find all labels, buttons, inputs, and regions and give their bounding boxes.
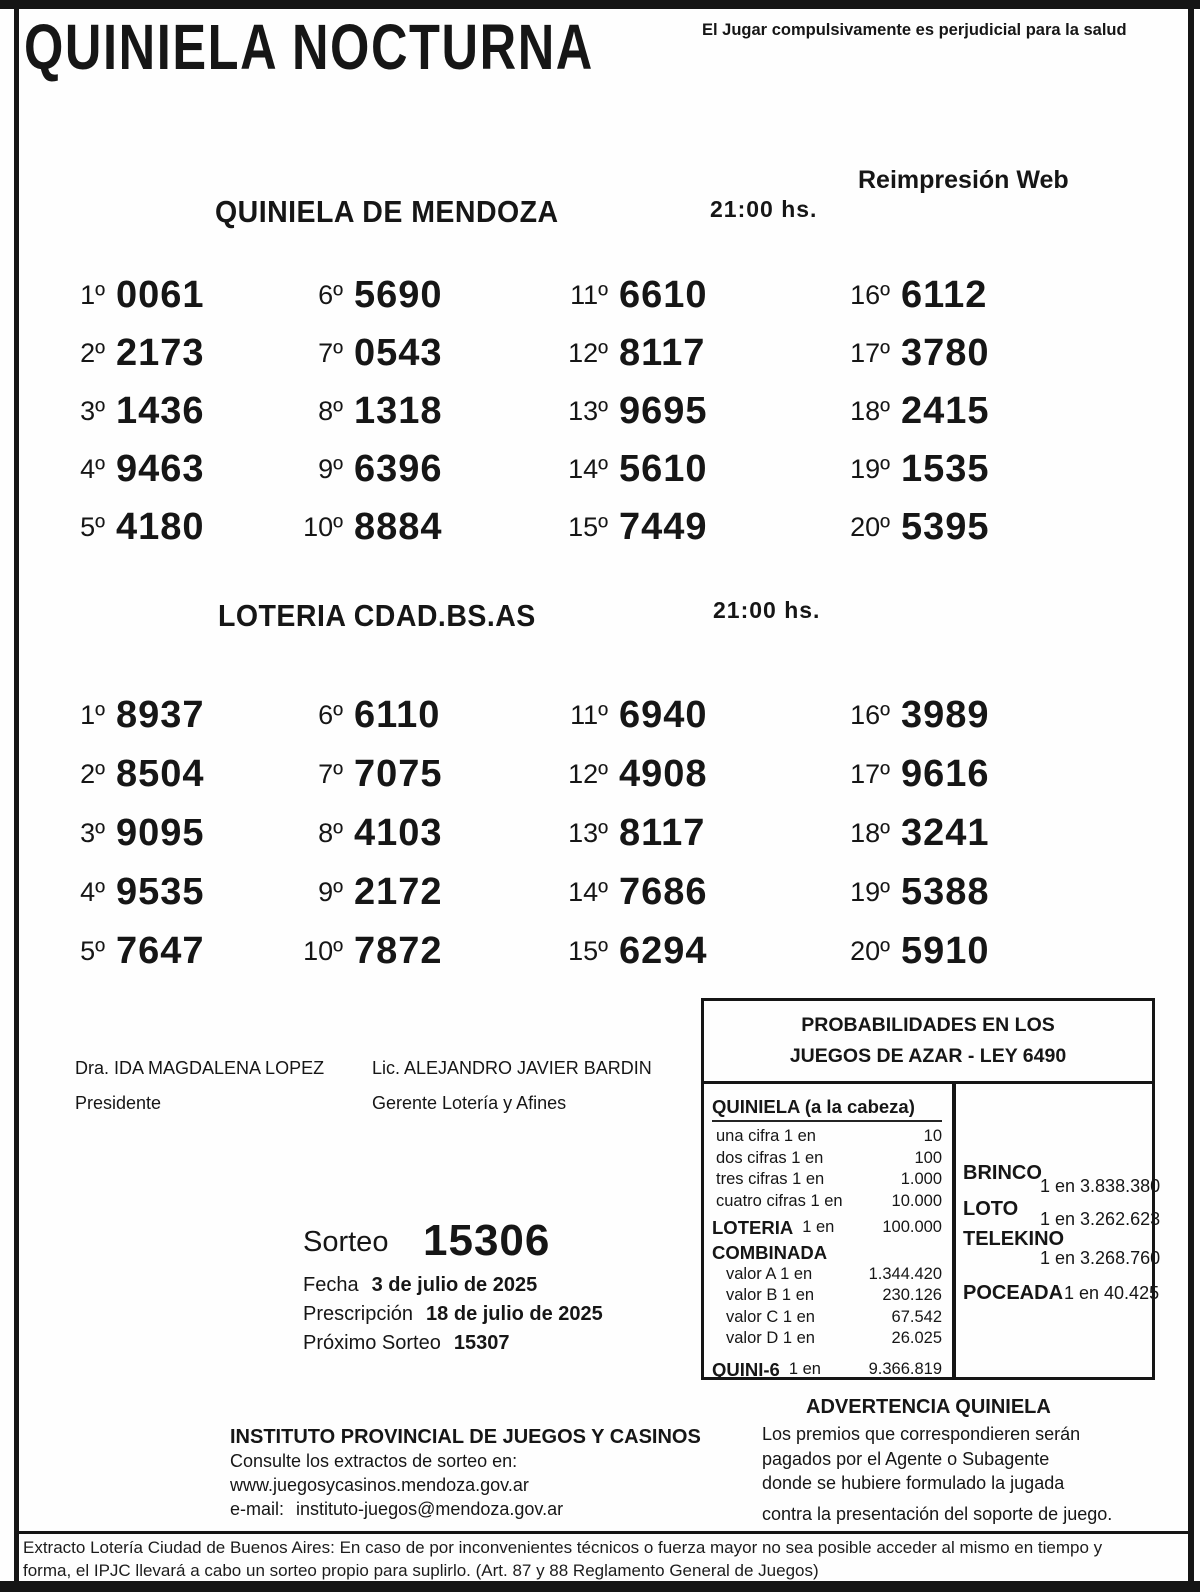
result-item bbox=[293, 440, 558, 498]
odds-row bbox=[712, 1191, 942, 1213]
official-name: Lic. ALEJANDRO JAVIER BARDIN bbox=[372, 1058, 652, 1078]
probabilities-title-line2: JUEGOS DE AZAR - LEY 6490 bbox=[789, 1045, 1067, 1067]
result-number: 2173 bbox=[116, 331, 205, 374]
result-item bbox=[55, 440, 293, 498]
result-position: 7º bbox=[318, 759, 343, 789]
odds-row bbox=[712, 1264, 942, 1286]
draw-number-label: Sorteo bbox=[303, 1226, 389, 1258]
odds-value: 1.344.420 bbox=[868, 1264, 942, 1283]
odds-value: 100 bbox=[914, 1148, 942, 1167]
result-number: 5610 bbox=[619, 447, 708, 490]
result-item bbox=[55, 686, 293, 745]
result-item bbox=[840, 922, 1080, 981]
result-position: 2º bbox=[80, 337, 105, 368]
result-number: 7449 bbox=[619, 505, 708, 548]
result-item bbox=[55, 324, 293, 382]
bsas-draw-title: LOTERIA CDAD.BS.AS bbox=[218, 598, 536, 633]
odds-label: 1 en bbox=[802, 1218, 835, 1236]
draw-date-row bbox=[303, 1274, 537, 1297]
result-position: 4º bbox=[80, 877, 105, 907]
result-position: 19º bbox=[850, 453, 890, 484]
result-item bbox=[293, 863, 558, 922]
quiniela-warning-text bbox=[762, 1422, 1112, 1526]
result-number: 1436 bbox=[116, 389, 205, 432]
result-number: 7872 bbox=[354, 930, 443, 972]
result-number: 0061 bbox=[116, 273, 205, 316]
result-number: 5388 bbox=[901, 871, 990, 913]
odds-label: dos cifras 1 en bbox=[716, 1148, 824, 1167]
result-number: 8504 bbox=[116, 753, 205, 795]
combinada-heading: COMBINADA bbox=[712, 1241, 828, 1263]
institute-email-row bbox=[230, 1499, 563, 1520]
quiniela-odds-heading: QUINIELA (a la cabeza) bbox=[712, 1096, 942, 1122]
result-item bbox=[840, 498, 1080, 556]
odds-label: valor A 1 en bbox=[726, 1264, 813, 1283]
web-reprint-label: Reimpresión Web bbox=[858, 166, 1069, 194]
result-position: 10º bbox=[303, 511, 343, 542]
result-item bbox=[558, 266, 840, 324]
prescription-row bbox=[303, 1303, 603, 1326]
result-position: 9º bbox=[318, 453, 343, 484]
odds-row bbox=[712, 1169, 942, 1191]
result-item bbox=[293, 804, 558, 863]
brinco-odds: 1 en 3.838.380 bbox=[1040, 1176, 1161, 1196]
result-number: 2172 bbox=[354, 871, 443, 913]
result-item bbox=[840, 686, 1080, 745]
result-position: 4º bbox=[80, 453, 105, 484]
result-number: 8937 bbox=[116, 694, 205, 736]
result-item bbox=[840, 804, 1080, 863]
page-border-right bbox=[1188, 9, 1194, 1592]
result-position: 16º bbox=[850, 700, 890, 730]
result-number: 8884 bbox=[354, 505, 443, 548]
result-item bbox=[558, 745, 840, 804]
warning-line: donde se hubiere formulado la jugada bbox=[762, 1473, 1065, 1493]
result-position: 3º bbox=[80, 818, 105, 848]
result-position: 13º bbox=[568, 395, 608, 426]
footer-disclaimer-line1: Extracto Lotería Ciudad de Buenos Aires: En caso de por inconvenientes técnicos o fuerza mayor no sea posible acceder al mismo en tiempo y bbox=[23, 1538, 1103, 1557]
result-number: 6294 bbox=[619, 930, 708, 972]
next-draw-value: 15307 bbox=[453, 1332, 510, 1354]
institute-consult-text: Consulte los extractos de sorteo en: bbox=[230, 1451, 518, 1471]
result-position: 5º bbox=[80, 511, 105, 542]
odds-value: 10.000 bbox=[891, 1191, 942, 1210]
prescription-value: 18 de julio de 2025 bbox=[426, 1303, 603, 1325]
result-number: 9095 bbox=[116, 812, 205, 854]
quiniela-warning-title: ADVERTENCIA QUINIELA bbox=[806, 1396, 1051, 1418]
result-number: 9695 bbox=[619, 389, 708, 432]
draw-number-value: 15306 bbox=[423, 1216, 551, 1265]
result-position: 15º bbox=[568, 936, 608, 966]
result-item bbox=[558, 863, 840, 922]
result-item bbox=[293, 266, 558, 324]
result-position: 12º bbox=[568, 759, 608, 789]
result-item bbox=[840, 440, 1080, 498]
result-item bbox=[55, 804, 293, 863]
result-position: 19º bbox=[850, 877, 890, 907]
odds-row bbox=[712, 1307, 942, 1329]
result-item bbox=[840, 382, 1080, 440]
game-name: LOTERIA bbox=[712, 1217, 794, 1238]
result-position: 1º bbox=[80, 700, 105, 730]
institute-website: www.juegosycasinos.mendoza.gov.ar bbox=[230, 1475, 529, 1495]
result-item bbox=[293, 382, 558, 440]
warning-line: contra la presentación del soporte de juego. bbox=[762, 1503, 1113, 1524]
result-item bbox=[840, 324, 1080, 382]
result-position: 18º bbox=[850, 818, 890, 848]
odds-row bbox=[712, 1328, 942, 1350]
draw-date-label: Fecha bbox=[303, 1274, 359, 1296]
result-position: 8º bbox=[318, 818, 343, 848]
probabilities-title-line1: PROBABILIDADES EN LOS bbox=[801, 1013, 1055, 1036]
result-number: 7647 bbox=[116, 930, 205, 972]
result-number: 6112 bbox=[901, 273, 988, 316]
result-item bbox=[55, 266, 293, 324]
result-number: 8117 bbox=[619, 331, 706, 374]
brinco-game-name: BRINCO bbox=[963, 1162, 1042, 1184]
result-position: 7º bbox=[318, 337, 343, 368]
result-item bbox=[558, 382, 840, 440]
result-item bbox=[840, 863, 1080, 922]
telekino-game-name: TELEKINO bbox=[963, 1228, 1065, 1250]
loto-odds: 1 en 3.262.623 bbox=[1040, 1209, 1161, 1229]
odds-label: tres cifras 1 en bbox=[716, 1170, 825, 1188]
result-item bbox=[55, 745, 293, 804]
odds-value: 9.366.819 bbox=[868, 1359, 942, 1378]
probabilities-right-column bbox=[956, 1084, 1161, 1377]
mendoza-draw-title: QUINIELA DE MENDOZA bbox=[215, 194, 559, 229]
result-item bbox=[293, 745, 558, 804]
odds-row bbox=[712, 1285, 942, 1307]
probabilities-box bbox=[701, 998, 1161, 1380]
result-position: 11º bbox=[570, 279, 608, 310]
result-position: 17º bbox=[850, 337, 890, 368]
result-position: 14º bbox=[568, 453, 608, 484]
loteria-odds-row bbox=[712, 1217, 942, 1239]
result-number: 3989 bbox=[901, 694, 990, 736]
result-number: 6940 bbox=[619, 694, 708, 736]
result-number: 7075 bbox=[354, 753, 443, 795]
next-draw-label: Próximo Sorteo bbox=[303, 1332, 441, 1354]
result-position: 9º bbox=[318, 877, 343, 907]
odds-value: 67.542 bbox=[891, 1307, 942, 1326]
result-number: 4180 bbox=[116, 505, 205, 548]
prescription-label: Prescripción bbox=[303, 1303, 414, 1325]
result-position: 13º bbox=[568, 818, 608, 848]
odds-label: una cifra 1 en bbox=[716, 1127, 816, 1145]
institute-name: INSTITUTO PROVINCIAL DE JUEGOS Y CASINOS bbox=[230, 1426, 701, 1448]
result-number: 9535 bbox=[116, 871, 205, 913]
result-item bbox=[55, 922, 293, 981]
result-position: 8º bbox=[318, 395, 343, 426]
probabilities-title bbox=[704, 1001, 1152, 1084]
result-number: 1318 bbox=[354, 389, 443, 432]
result-item bbox=[558, 440, 840, 498]
result-item bbox=[558, 686, 840, 745]
result-item bbox=[293, 922, 558, 981]
poceada-game-name: POCEADA bbox=[963, 1282, 1064, 1304]
page-title: QUINIELA NOCTURNA bbox=[24, 11, 594, 83]
result-item bbox=[840, 266, 1080, 324]
result-number: 4103 bbox=[354, 812, 443, 854]
result-item bbox=[558, 324, 840, 382]
footer-divider bbox=[19, 1531, 1188, 1534]
odds-value: 26.025 bbox=[891, 1329, 942, 1347]
warning-line: Los premios que correspondieren serán bbox=[762, 1424, 1081, 1444]
mendoza-results-grid bbox=[55, 266, 1080, 556]
result-position: 10º bbox=[303, 936, 343, 966]
telekino-odds: 1 en 3.268.760 bbox=[1040, 1248, 1161, 1268]
mendoza-draw-time: 21:00 hs. bbox=[710, 196, 818, 222]
loto-game-name: LOTO bbox=[963, 1198, 1019, 1220]
result-number: 5395 bbox=[901, 505, 990, 548]
odds-value: 100.000 bbox=[882, 1218, 942, 1236]
odds-row bbox=[712, 1126, 942, 1148]
result-position: 17º bbox=[850, 759, 890, 789]
draw-date-value: 3 de julio de 2025 bbox=[371, 1274, 538, 1296]
result-item bbox=[55, 863, 293, 922]
result-number: 3241 bbox=[901, 812, 990, 854]
page-border-bottom bbox=[0, 1581, 1200, 1592]
result-position: 15º bbox=[568, 511, 608, 542]
official-role: Presidente bbox=[75, 1093, 162, 1113]
odds-label: valor C 1 en bbox=[726, 1307, 815, 1326]
odds-label: valor B 1 en bbox=[726, 1286, 815, 1304]
result-number: 5690 bbox=[354, 273, 443, 316]
result-position: 20º bbox=[850, 936, 890, 966]
result-item bbox=[55, 498, 293, 556]
result-number: 3780 bbox=[901, 331, 990, 374]
odds-value: 230.126 bbox=[882, 1286, 942, 1304]
result-number: 9463 bbox=[116, 447, 205, 490]
result-item bbox=[293, 498, 558, 556]
result-number: 5910 bbox=[901, 930, 990, 972]
odds-row bbox=[712, 1148, 942, 1170]
result-position: 11º bbox=[570, 700, 608, 730]
result-position: 12º bbox=[568, 337, 608, 368]
result-position: 20º bbox=[850, 511, 890, 542]
result-number: 8117 bbox=[619, 812, 706, 854]
result-position: 3º bbox=[80, 395, 105, 426]
odds-value: 1.000 bbox=[900, 1170, 942, 1188]
result-number: 1535 bbox=[901, 447, 990, 490]
result-position: 14º bbox=[568, 877, 608, 907]
official-manager bbox=[372, 1058, 652, 1114]
result-position: 2º bbox=[80, 759, 105, 789]
email-label: e-mail: bbox=[230, 1499, 285, 1519]
official-role: Gerente Lotería y Afines bbox=[372, 1093, 567, 1113]
result-number: 7686 bbox=[619, 871, 708, 913]
bsas-results-grid bbox=[55, 686, 1080, 981]
odds-label: cuatro cifras 1 en bbox=[716, 1191, 843, 1210]
result-position: 16º bbox=[850, 279, 890, 310]
probabilities-left-column bbox=[704, 1084, 956, 1380]
bsas-draw-time: 21:00 hs. bbox=[713, 597, 821, 623]
result-item bbox=[558, 922, 840, 981]
result-item bbox=[55, 382, 293, 440]
quini6-odds-row bbox=[712, 1359, 942, 1381]
official-name: Dra. IDA MAGDALENA LOPEZ bbox=[75, 1058, 325, 1078]
game-name: QUINI-6 bbox=[712, 1358, 780, 1380]
result-number: 6110 bbox=[354, 694, 441, 736]
result-number: 6396 bbox=[354, 447, 443, 490]
result-item bbox=[558, 804, 840, 863]
result-item bbox=[293, 324, 558, 382]
result-position: 18º bbox=[850, 395, 890, 426]
result-number: 0543 bbox=[354, 331, 443, 374]
result-position: 1º bbox=[80, 279, 105, 310]
result-number: 9616 bbox=[901, 753, 990, 795]
result-number: 2415 bbox=[901, 389, 990, 432]
result-position: 6º bbox=[318, 279, 343, 310]
page-border-top bbox=[0, 0, 1200, 9]
result-position: 6º bbox=[318, 700, 343, 730]
result-position: 5º bbox=[80, 936, 105, 966]
official-president bbox=[75, 1058, 324, 1114]
probabilities-body bbox=[704, 1084, 1161, 1380]
health-warning: El Jugar compulsivamente es perjudicial para la salud bbox=[702, 21, 1127, 39]
next-draw-row bbox=[303, 1332, 509, 1355]
footer-disclaimer-line2: forma, el IPJC llevará a cabo un sorteo propio para suplirlo. (Art. 87 y 88 Reglamento General de Juegos) bbox=[23, 1561, 819, 1580]
result-item bbox=[558, 498, 840, 556]
result-number: 6610 bbox=[619, 273, 708, 316]
warning-line: pagados por el Agente o Subagente bbox=[762, 1448, 1050, 1469]
odds-label: valor D 1 en bbox=[726, 1329, 815, 1347]
result-item bbox=[840, 745, 1080, 804]
odds-label: 1 en bbox=[788, 1359, 821, 1378]
poceada-odds: 1 en 40.425 bbox=[1064, 1283, 1160, 1303]
page-border-left bbox=[14, 9, 19, 1592]
result-item bbox=[293, 686, 558, 745]
result-number: 4908 bbox=[619, 753, 708, 795]
email-address: instituto-juegos@mendoza.gov.ar bbox=[296, 1499, 564, 1519]
odds-value: 10 bbox=[923, 1127, 942, 1145]
